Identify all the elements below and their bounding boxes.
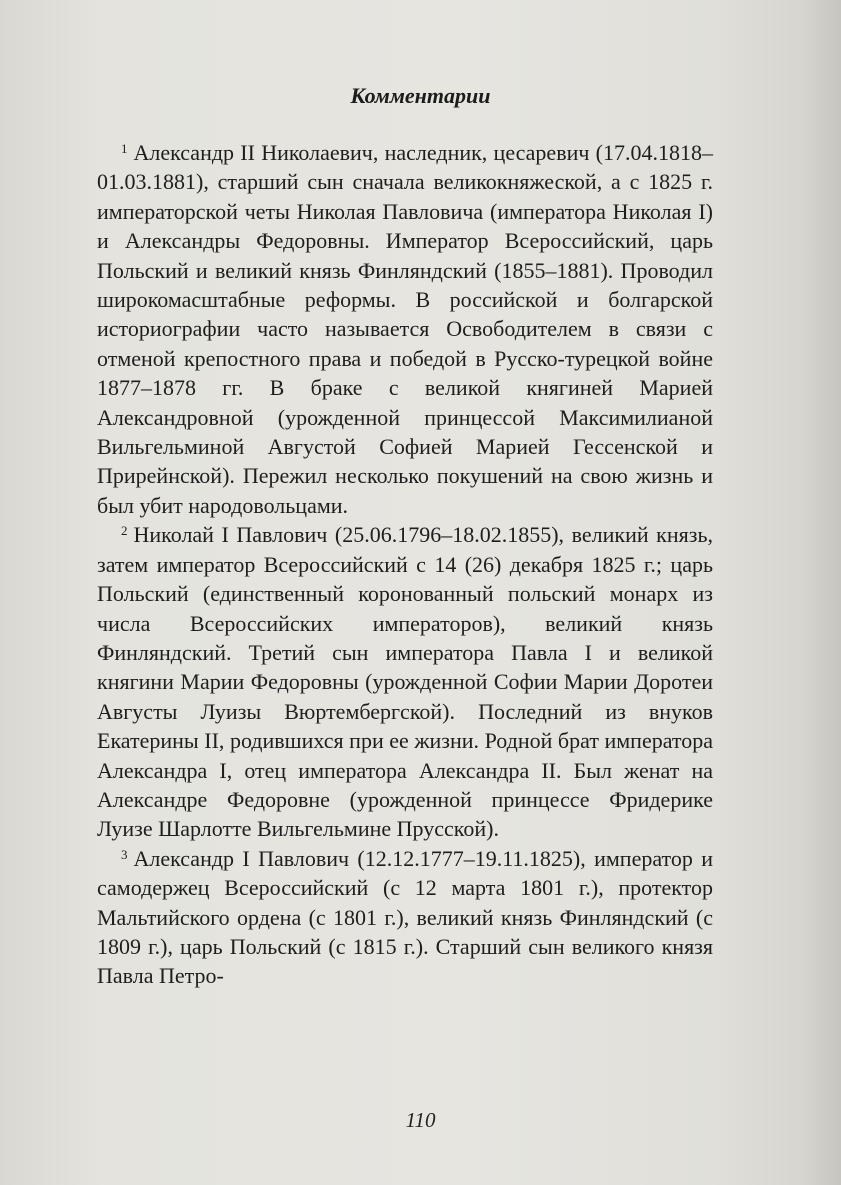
footnote-number: 2	[121, 523, 128, 539]
footnote-text: Александр I Павлович (12.12.1777–19.11.1825), император и самодержец Всероссийский (с 12 марта 1801 г.), протектор Мальтийского ордена (с 1801 г.), великий князь Финляндский (с 1809 г.), царь Польский (с 1815 г.). Старший сын великого князя Павла Петро-	[97, 845, 713, 989]
page-number: 110	[405, 1108, 436, 1132]
footnote-text: Александр II Николаевич, наследник, цесаревич (17.04.1818–01.03.1881), старший сын сначала великокняжеской, а с 1825 г. императорской четы Николая Павловича (императора Николая I) и Александры Федоровны. Император Всероссийский, царь Польский и великий князь Финляндский (1855–1881). Проводил широкомасштабные реформы. В российской и болгарской историографии часто называется Освободителем в связи с отменой крепостного права и победой в Русско-турецкой войне 1877–1878 гг. В браке с великой княгиней Марией Александровной (урожденной принцессой Максимилианой Вильгельминой Августой Софией Марией Гессенской и Прирейнской). Пережил несколько покушений на свою жизнь и был убит народовольцами.	[97, 140, 713, 518]
footnotes-body	[97, 138, 713, 991]
footnote-1	[97, 138, 713, 520]
footnote-number: 3	[121, 846, 128, 862]
footnote-number: 1	[121, 141, 128, 156]
footnote-2	[97, 520, 713, 843]
footnote-text: Николай I Павлович (25.06.1796–18.02.1855), великий князь, затем император Всероссийский с 14 (26) декабря 1825 г.; царь Польский (единственный коронованный польский монарх из числа Всероссийских императоров), великий князь Финляндский. Третий сын императора Павла I и великой княгини Марии Федоровны (урожденной Софии Марии Доротеи Августы Луизы Вюртембергской). Последний из внуков Екатерины II, родившихся при ее жизни. Родной брат императора Александра I, отец императора Александра II. Был женат на Александре Федоровне (урожденной принцессе Фридерике Луизе Шарлотте Вильгельмине Прусской).	[97, 522, 713, 842]
page-heading: Комментарии	[350, 83, 491, 108]
footnote-3	[97, 844, 713, 991]
